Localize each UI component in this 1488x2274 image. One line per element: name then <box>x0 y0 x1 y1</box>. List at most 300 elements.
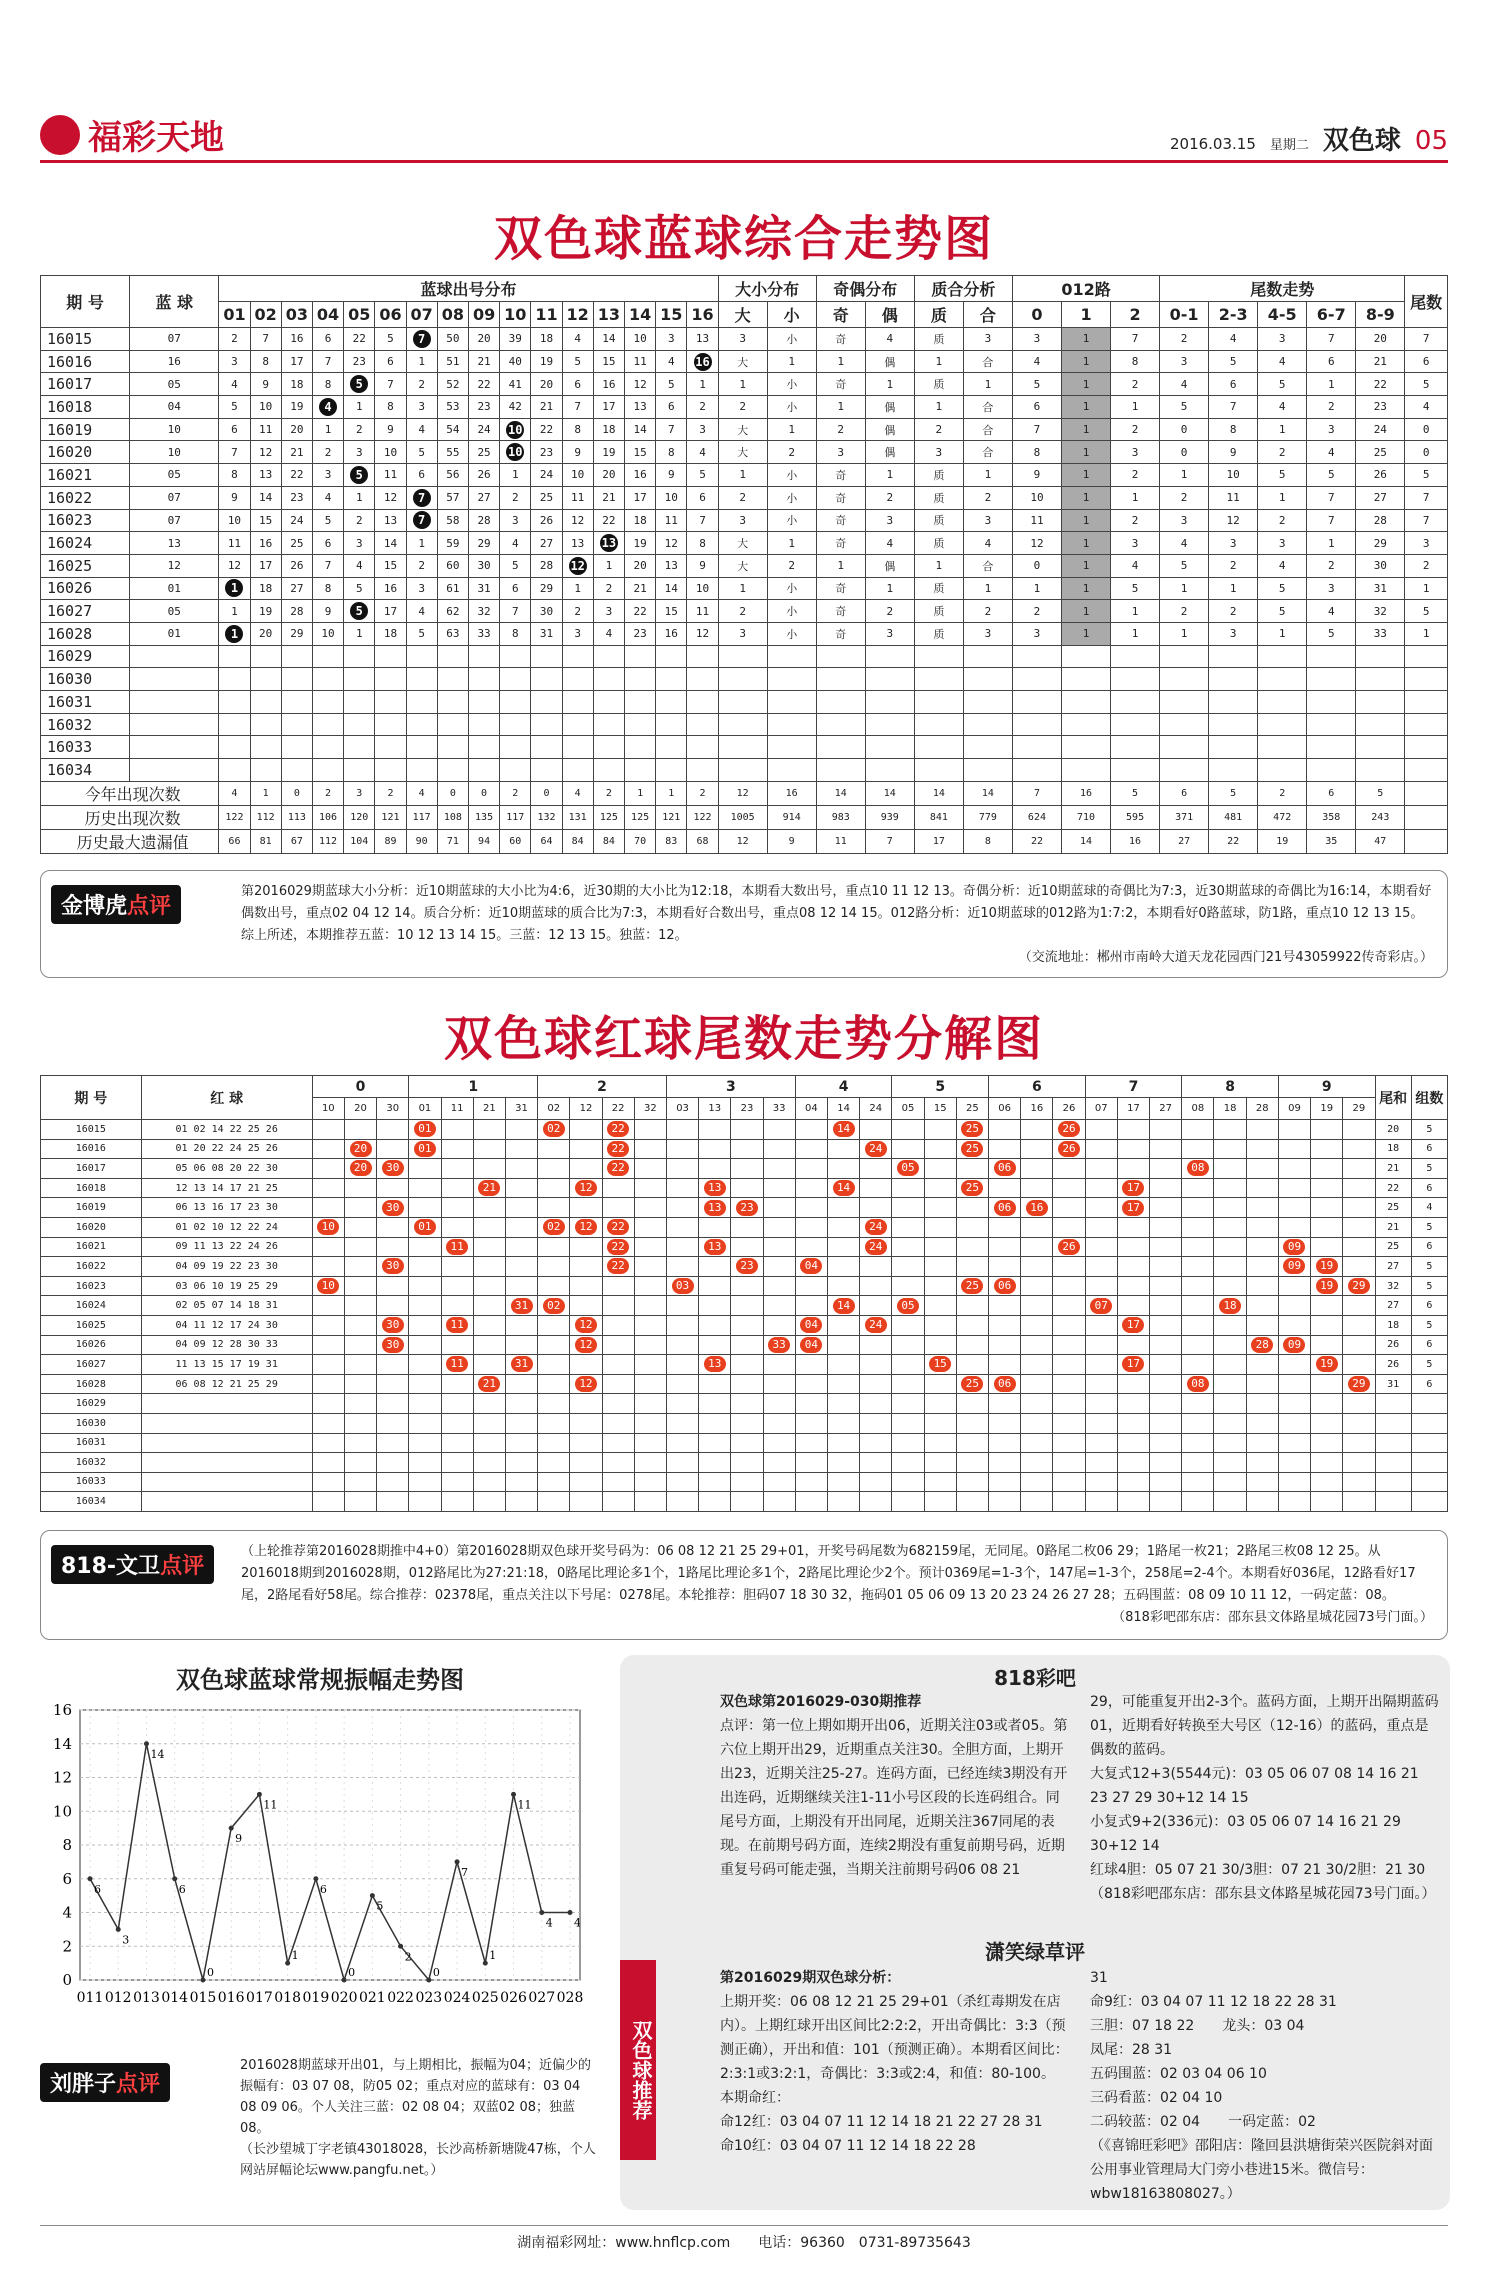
tail-cell <box>731 1453 763 1473</box>
tail-cell <box>1311 1276 1343 1296</box>
data-cell: 1 <box>963 373 1012 396</box>
data-cell: 0 <box>1405 441 1448 464</box>
red-ball-marker: 24 <box>865 1219 887 1235</box>
data-cell: 14 <box>375 532 406 555</box>
tail-cell <box>892 1159 924 1179</box>
tail-cell <box>956 1355 988 1375</box>
stats-cell: 5 <box>1111 781 1160 805</box>
issue-number: 16034 <box>41 1492 142 1512</box>
tail-cell <box>989 1413 1021 1433</box>
stats-row <box>41 829 1448 853</box>
data-cell <box>312 668 343 691</box>
data-cell: 1 <box>1061 441 1110 464</box>
tail-cell <box>1246 1335 1278 1355</box>
tail-cell <box>538 1492 570 1512</box>
tail-cell <box>989 1374 1021 1394</box>
red-ball-marker: 16 <box>1026 1200 1048 1216</box>
tail-cell <box>860 1159 892 1179</box>
tail-cell <box>731 1237 763 1257</box>
stats-cell: 122 <box>687 805 718 829</box>
data-cell <box>219 736 250 759</box>
data-cell: 7 <box>312 350 343 373</box>
panel-heading-818: 818彩吧 <box>994 1666 1076 1690</box>
tail-cell <box>795 1433 827 1453</box>
data-cell: 2 <box>718 600 767 623</box>
tail-cell <box>441 1472 473 1492</box>
footer: 湖南福彩网址：www.hnflcp.com 电话：96360 0731-89735643 <box>517 2235 971 2251</box>
tail-cell <box>1182 1296 1214 1316</box>
badge-author: 金博虎 <box>61 894 128 919</box>
panel-d-dan: 三胆：07 18 22 龙头：03 04 <box>1090 2018 1305 2034</box>
tail-cell <box>1117 1453 1149 1473</box>
data-cell: 5 <box>1111 577 1160 600</box>
tail-cell <box>699 1433 731 1453</box>
stats-cell: 4 <box>406 781 437 805</box>
table-row <box>41 759 1448 782</box>
data-cell: 1 <box>865 577 914 600</box>
red-ball-marker: 26 <box>1058 1121 1080 1137</box>
red-ball-marker: 20 <box>350 1160 372 1176</box>
tail-cell <box>924 1198 956 1218</box>
data-cell <box>718 759 767 782</box>
red-balls <box>141 1492 312 1512</box>
tail-cell <box>795 1198 827 1218</box>
panel-d-9: 命9红：03 04 07 11 12 18 22 28 31 <box>1090 1994 1337 2010</box>
data-cell: 1 <box>593 554 624 577</box>
tail-cell <box>1150 1120 1182 1140</box>
sub-header: 10 <box>500 302 531 328</box>
tail-cell <box>505 1374 537 1394</box>
data-cell: 2 <box>865 600 914 623</box>
data-cell: 5 <box>1258 373 1307 396</box>
tail-group-header: 9 <box>1278 1076 1375 1098</box>
data-cell: 小 <box>767 464 816 487</box>
tail-cell <box>344 1237 376 1257</box>
panel-b-body: 29，可能重复开出2-3个。蓝码方面，上期开出隔期蓝码01，近期看好转换至大号区（12-16）的蓝码，重点是偶数的蓝码。 <box>1090 1694 1439 1758</box>
tail-cell <box>1021 1276 1053 1296</box>
tail-cell <box>1085 1335 1117 1355</box>
panel-c-body: 上期开奖：06 08 12 21 25 29+01（杀红毒期发在店内）。上期红球开出区间比2:2:2，开出奇偶比：3:3（预测正确），开出和值：101（预测正确）。本期看区间比：2:3:1或3:2:1，奇偶比：3:3或2:4，和值：80-100。 <box>720 1994 1069 2082</box>
tail-cell <box>1085 1355 1117 1375</box>
tail-cell <box>924 1237 956 1257</box>
tail-cell <box>1182 1315 1214 1335</box>
tail-cell <box>924 1257 956 1277</box>
table-row <box>41 691 1448 714</box>
tail-cell <box>666 1472 698 1492</box>
red-balls: 01 20 22 24 25 26 <box>141 1139 312 1159</box>
data-cell: 3 <box>344 532 375 555</box>
tail-cell <box>860 1257 892 1277</box>
issue-number: 16030 <box>41 668 130 691</box>
red-ball-marker: 15 <box>929 1356 951 1372</box>
table-row <box>41 532 1448 555</box>
data-cell: 合 <box>963 554 1012 577</box>
issue-number: 16034 <box>41 759 130 782</box>
stats-cell: 2 <box>593 781 624 805</box>
data-cell: 19 <box>281 396 312 419</box>
data-cell: 21 <box>1356 350 1405 373</box>
stats-cell: 0 <box>437 781 468 805</box>
tail-group-header: 7 <box>1085 1076 1182 1098</box>
data-cell: 10 <box>1012 486 1061 509</box>
table-row <box>41 1276 1448 1296</box>
tail-cell <box>924 1178 956 1198</box>
tail-cell <box>441 1237 473 1257</box>
tail-cell <box>956 1472 988 1492</box>
data-cell: 6 <box>656 396 687 419</box>
table-row <box>41 736 1448 759</box>
red-balls <box>141 1394 312 1414</box>
data-cell <box>406 713 437 736</box>
group-count: 5 <box>1411 1257 1447 1277</box>
tail-cell <box>989 1198 1021 1218</box>
comment-source: （交流地址：郴州市南岭大道天龙花园西门21号43059922传奇彩店。） <box>1018 950 1433 965</box>
column-header: 质合分析 <box>914 276 1012 302</box>
data-cell: 大 <box>718 554 767 577</box>
group-count: 5 <box>1411 1276 1447 1296</box>
sub-header: 14 <box>827 1098 859 1120</box>
tail-cell <box>602 1296 634 1316</box>
tail-cell <box>377 1492 409 1512</box>
tail-cell <box>827 1276 859 1296</box>
tail-cell <box>1021 1394 1053 1414</box>
tail-cell <box>312 1178 344 1198</box>
data-cell: 3 <box>593 600 624 623</box>
blue-ball: 10 <box>130 441 219 464</box>
tail-cell <box>1343 1276 1375 1296</box>
data-cell: 22 <box>624 600 655 623</box>
blue-ball: 16 <box>130 350 219 373</box>
data-cell: 奇 <box>816 532 865 555</box>
stats-cell: 371 <box>1160 805 1209 829</box>
data-cell <box>437 713 468 736</box>
tail-cell <box>409 1198 441 1218</box>
red-ball-marker: 23 <box>736 1200 758 1216</box>
data-label: 11 <box>263 1798 278 1812</box>
data-cell <box>468 668 499 691</box>
data-cell: 12 <box>375 486 406 509</box>
data-cell: 1 <box>914 396 963 419</box>
data-cell <box>963 691 1012 714</box>
tail-cell <box>570 1237 602 1257</box>
stats-cell: 5 <box>1209 781 1258 805</box>
data-cell: 18 <box>281 373 312 396</box>
red-balls: 04 09 19 22 23 30 <box>141 1257 312 1277</box>
tail-cell <box>763 1198 795 1218</box>
stats-cell: 12 <box>718 829 767 853</box>
data-cell: 6 <box>219 418 250 441</box>
panel-col-a <box>720 1690 1070 1882</box>
sub-header: 12 <box>570 1098 602 1120</box>
tail-cell <box>538 1217 570 1237</box>
data-cell: 25 <box>531 486 562 509</box>
data-cell: 1 <box>344 396 375 419</box>
data-cell: 54 <box>437 418 468 441</box>
panel-b-source: （818彩吧邵东店：邵东县文体路星城花园73号门面。） <box>1090 1886 1436 1902</box>
tail-cell <box>344 1139 376 1159</box>
stats-cell: 841 <box>914 805 963 829</box>
sub-header: 05 <box>344 302 375 328</box>
x-tick-label: 023 <box>415 1990 443 2006</box>
tail-cell <box>634 1413 666 1433</box>
data-cell: 8 <box>1012 441 1061 464</box>
issue-date: 2016.03.15 <box>1169 135 1256 153</box>
data-cell: 2 <box>219 328 250 351</box>
data-cell <box>816 713 865 736</box>
table-row <box>41 373 1448 396</box>
red-ball-marker: 22 <box>607 1239 629 1255</box>
data-cell: 15 <box>250 509 281 532</box>
data-cell: 偶 <box>865 418 914 441</box>
stats-cell <box>1405 781 1448 805</box>
tail-cell <box>956 1335 988 1355</box>
tail-cell <box>602 1492 634 1512</box>
tail-cell <box>1150 1178 1182 1198</box>
data-cell: 5 <box>1160 396 1209 419</box>
data-cell <box>656 668 687 691</box>
tail-cell <box>1150 1315 1182 1335</box>
tail-cell <box>892 1433 924 1453</box>
data-cell: 3 <box>344 441 375 464</box>
stats-cell: 6 <box>1307 781 1356 805</box>
stats-cell: 624 <box>1012 805 1061 829</box>
data-cell: 18 <box>250 577 281 600</box>
data-cell: 5 <box>219 396 250 419</box>
tail-cell <box>634 1257 666 1277</box>
panel-c-10: 命10红：03 04 07 11 12 14 18 22 28 <box>720 2138 976 2154</box>
x-tick-label: 024 <box>443 1990 471 2006</box>
data-cell: 1 <box>1061 486 1110 509</box>
data-cell <box>1405 691 1448 714</box>
tail-cell <box>699 1355 731 1375</box>
red-balls: 09 11 13 22 24 26 <box>141 1237 312 1257</box>
tail-cell <box>1117 1257 1149 1277</box>
x-tick-label: 025 <box>471 1990 499 2006</box>
stats-row <box>41 781 1448 805</box>
tail-cell <box>1311 1315 1343 1335</box>
data-cell: 4 <box>687 441 718 464</box>
tail-cell <box>924 1433 956 1453</box>
tail-cell <box>1343 1139 1375 1159</box>
tail-cell <box>505 1355 537 1375</box>
tail-cell <box>473 1198 505 1218</box>
tail-cell <box>505 1139 537 1159</box>
data-cell: 7 <box>250 328 281 351</box>
tail-cell <box>602 1453 634 1473</box>
data-cell: 1 <box>1111 486 1160 509</box>
tail-cell <box>699 1394 731 1414</box>
tail-cell <box>441 1453 473 1473</box>
tail-cell <box>666 1355 698 1375</box>
tail-sum: 25 <box>1375 1198 1411 1218</box>
data-cell: 8 <box>312 577 343 600</box>
red-ball-marker: 26 <box>1058 1141 1080 1157</box>
stats-cell: 983 <box>816 805 865 829</box>
data-cell: 2 <box>718 396 767 419</box>
tail-cell <box>1278 1394 1310 1414</box>
data-cell <box>437 736 468 759</box>
tail-sum: 22 <box>1375 1178 1411 1198</box>
data-cell: 9 <box>562 441 593 464</box>
tail-group-header: 4 <box>795 1076 892 1098</box>
tail-cell <box>1085 1413 1117 1433</box>
tail-sum: 32 <box>1375 1276 1411 1296</box>
comment-badge <box>40 2063 170 2102</box>
red-balls <box>141 1413 312 1433</box>
data-cell: 15 <box>593 350 624 373</box>
sub-header: 大 <box>718 302 767 328</box>
data-cell: 14 <box>593 328 624 351</box>
data-cell: 24 <box>468 418 499 441</box>
tail-cell <box>956 1120 988 1140</box>
issue-number: 16020 <box>41 1217 142 1237</box>
tail-cell <box>1117 1394 1149 1414</box>
table-row <box>41 1413 1448 1433</box>
tail-cell <box>795 1315 827 1335</box>
tail-cell <box>763 1394 795 1414</box>
tail-cell <box>1117 1237 1149 1257</box>
tail-cell <box>1150 1394 1182 1414</box>
tail-cell <box>956 1394 988 1414</box>
red-ball-marker: 17 <box>1122 1200 1144 1216</box>
stats-cell: 2 <box>1258 781 1307 805</box>
data-cell: 4 <box>865 532 914 555</box>
data-cell: 3 <box>656 328 687 351</box>
stats-cell: 472 <box>1258 805 1307 829</box>
data-cell <box>1012 713 1061 736</box>
data-cell <box>312 713 343 736</box>
data-cell: 28 <box>281 600 312 623</box>
group-count <box>1411 1453 1447 1473</box>
tail-cell <box>634 1217 666 1237</box>
tail-cell <box>377 1237 409 1257</box>
data-cell: 小 <box>767 486 816 509</box>
panel-d-31: 31 <box>1090 1970 1108 1986</box>
tail-cell <box>827 1492 859 1512</box>
data-cell <box>468 691 499 714</box>
red-ball-marker: 22 <box>607 1160 629 1176</box>
data-cell: 16 <box>593 373 624 396</box>
red-ball-marker: 31 <box>511 1298 533 1314</box>
data-cell: 22 <box>531 418 562 441</box>
tail-cell <box>1053 1257 1085 1277</box>
data-cell <box>865 713 914 736</box>
sub-header: 2-3 <box>1209 302 1258 328</box>
tail-cell <box>989 1433 1021 1453</box>
tail-cell <box>795 1394 827 1414</box>
data-cell: 8 <box>562 418 593 441</box>
sub-header: 奇 <box>816 302 865 328</box>
column-header: 尾数 <box>1405 276 1448 328</box>
tail-cell <box>538 1120 570 1140</box>
panel-d-5: 五码围蓝：02 03 04 06 10 <box>1090 2066 1267 2082</box>
group-count <box>1411 1492 1447 1512</box>
data-cell: 20 <box>531 373 562 396</box>
tail-cell <box>956 1453 988 1473</box>
sub-header: 6-7 <box>1307 302 1356 328</box>
data-cell <box>406 486 437 509</box>
tail-cell <box>1053 1413 1085 1433</box>
data-label: 1 <box>489 1949 497 1963</box>
stats-cell: 131 <box>562 805 593 829</box>
panel-d-3: 三码看蓝：02 04 10 <box>1090 2090 1223 2106</box>
data-cell: 7 <box>1405 509 1448 532</box>
tail-cell <box>1311 1355 1343 1375</box>
tail-cell <box>409 1159 441 1179</box>
data-cell: 3 <box>219 350 250 373</box>
data-cell: 32 <box>468 600 499 623</box>
stats-cell: 22 <box>1209 829 1258 853</box>
data-cell <box>624 645 655 668</box>
tail-cell <box>441 1217 473 1237</box>
tail-cell <box>1343 1335 1375 1355</box>
data-cell: 17 <box>624 486 655 509</box>
sub-header: 06 <box>989 1098 1021 1120</box>
red-ball-marker: 01 <box>414 1141 436 1157</box>
stats-cell: 2 <box>500 781 531 805</box>
tail-cell <box>1343 1296 1375 1316</box>
tail-cell <box>1117 1472 1149 1492</box>
data-cell: 1 <box>1405 577 1448 600</box>
data-cell <box>1111 645 1160 668</box>
stats-cell: 16 <box>1111 829 1160 853</box>
tail-cell <box>312 1120 344 1140</box>
data-cell: 1 <box>718 464 767 487</box>
tail-cell <box>827 1257 859 1277</box>
tail-cell <box>1117 1355 1149 1375</box>
tail-cell <box>505 1198 537 1218</box>
tail-cell <box>795 1355 827 1375</box>
tail-cell <box>666 1453 698 1473</box>
tail-cell <box>312 1257 344 1277</box>
data-cell <box>624 736 655 759</box>
data-cell <box>1209 668 1258 691</box>
issue-number: 16022 <box>41 1257 142 1277</box>
data-cell: 11 <box>624 350 655 373</box>
tail-cell <box>989 1492 1021 1512</box>
data-cell <box>406 691 437 714</box>
data-cell <box>718 736 767 759</box>
data-cell <box>344 691 375 714</box>
data-cell: 18 <box>375 622 406 645</box>
table-row <box>41 1198 1448 1218</box>
red-balls <box>141 1472 312 1492</box>
tail-cell <box>409 1257 441 1277</box>
tail-cell <box>1021 1433 1053 1453</box>
data-cell <box>375 645 406 668</box>
data-cell <box>1012 668 1061 691</box>
issue-number: 16017 <box>41 1159 142 1179</box>
column-header: 期 号 <box>41 1076 142 1120</box>
group-count: 6 <box>1411 1335 1447 1355</box>
sub-header: 14 <box>624 302 655 328</box>
tail-cell <box>860 1198 892 1218</box>
tail-cell <box>731 1472 763 1492</box>
tail-cell <box>570 1413 602 1433</box>
tail-cell <box>860 1413 892 1433</box>
stats-cell: 35 <box>1307 829 1356 853</box>
tail-cell <box>666 1237 698 1257</box>
red-ball-marker: 18 <box>1219 1298 1241 1314</box>
data-cell <box>437 645 468 668</box>
panel-d-fw: 凤尾：28 31 <box>1090 2042 1173 2058</box>
data-cell: 5 <box>687 464 718 487</box>
tail-cell <box>795 1139 827 1159</box>
data-cell <box>1405 668 1448 691</box>
table-row <box>41 1257 1448 1277</box>
data-cell: 3 <box>1209 532 1258 555</box>
tail-cell <box>956 1315 988 1335</box>
